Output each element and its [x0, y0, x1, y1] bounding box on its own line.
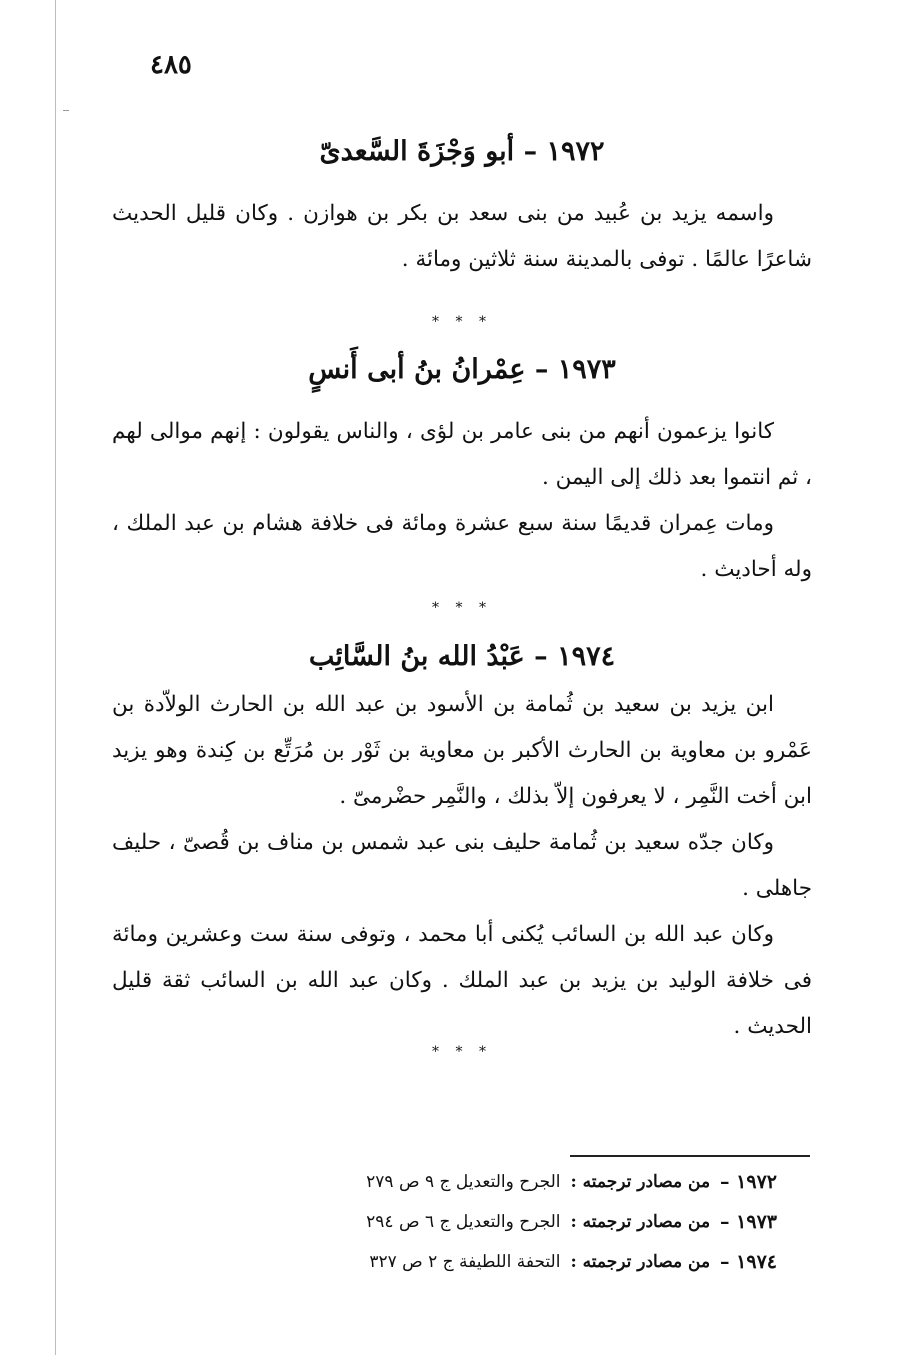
page-edge-line [55, 0, 56, 1355]
entry-body-1972 [112, 191, 812, 283]
footnote-source: الجرح والتعديل ج ٩ ص ٢٧٩ [366, 1172, 561, 1192]
footnote-label: من مصادر ترجمته : [570, 1252, 711, 1272]
footnote-number: ١٩٧٤ – [720, 1251, 777, 1273]
entry-heading-1972: ١٩٧٢ – أبو وَجْزَةَ السَّعدىّ [319, 136, 605, 167]
paragraph: وكان عبد الله بن السائب يُكنى أبا محمد ، وتوفى سنة ست وعشرين ومائة فى خلافة الوليد بن يزيد بن عبد الملك . وكان عبد الله بن السائب ثقة قليل الحديث . [112, 922, 812, 1039]
footnotes [112, 1162, 812, 1282]
paragraph: كانوا يزعمون أنهم من بنى عامر بن لؤى ، والناس يقولون : إنهم موالى لهم ، ثم انتموا بعد ذلك إلى اليمن . [112, 419, 812, 490]
footnote-number: ١٩٧٣ – [720, 1211, 777, 1233]
paragraph: ابن يزيد بن سعيد بن ثُمامة بن الأسود بن عبد الله بن الحارث الولاّدة بن عَمْرو بن معاوية بن الحارث الأكبر بن معاوية بن ثَوْر بن مُرَتِّع بن كِندة وهو يزيد ابن أخت النَّمِر ، لا يعرفون إلاّ بذلك ، والنَّمِر حضْرمىّ . [112, 692, 812, 809]
section-separator: * * * [432, 314, 492, 330]
footnote-1973 [112, 1202, 812, 1242]
paragraph: وكان جدّه سعيد بن ثُمامة حليف بنى عبد شمس بن مناف بن قُصىّ ، حليف جاهلى . [112, 830, 812, 901]
section-separator: * * * [432, 1044, 492, 1060]
entry-heading-1973: ١٩٧٣ – عِمْرانُ بنُ أبى أَنسٍ [308, 354, 616, 385]
footnote-source: الجرح والتعديل ج ٦ ص ٢٩٤ [366, 1212, 561, 1232]
paragraph: واسمه يزيد بن عُبيد من بنى سعد بن بكر بن هوازن . وكان قليل الحديث شاعرًا عالمًا . توفى بالمدينة سنة ثلاثين ومائة . [112, 201, 812, 272]
entry-heading-1974: ١٩٧٤ – عَبْدُ الله بنُ السَّائِب [308, 641, 616, 672]
footnote-label: من مصادر ترجمته : [570, 1212, 711, 1232]
margin-mark [63, 110, 69, 111]
footnote-rule [570, 1155, 810, 1157]
entry-body-1973 [112, 409, 812, 593]
page-number: ٤٨٥ [150, 50, 192, 80]
footnote-label: من مصادر ترجمته : [570, 1172, 711, 1192]
footnote-1974 [112, 1242, 812, 1282]
entry-body-1974 [112, 682, 812, 1050]
paragraph: ومات عِمران قديمًا سنة سبع عشرة ومائة فى خلافة هشام بن عبد الملك ، وله أحاديث . [112, 511, 812, 582]
footnote-number: ١٩٧٢ – [720, 1171, 777, 1193]
section-separator: * * * [432, 600, 492, 616]
footnote-1972 [112, 1162, 812, 1202]
footnote-source: التحفة اللطيفة ج ٢ ص ٣٢٧ [369, 1252, 561, 1272]
